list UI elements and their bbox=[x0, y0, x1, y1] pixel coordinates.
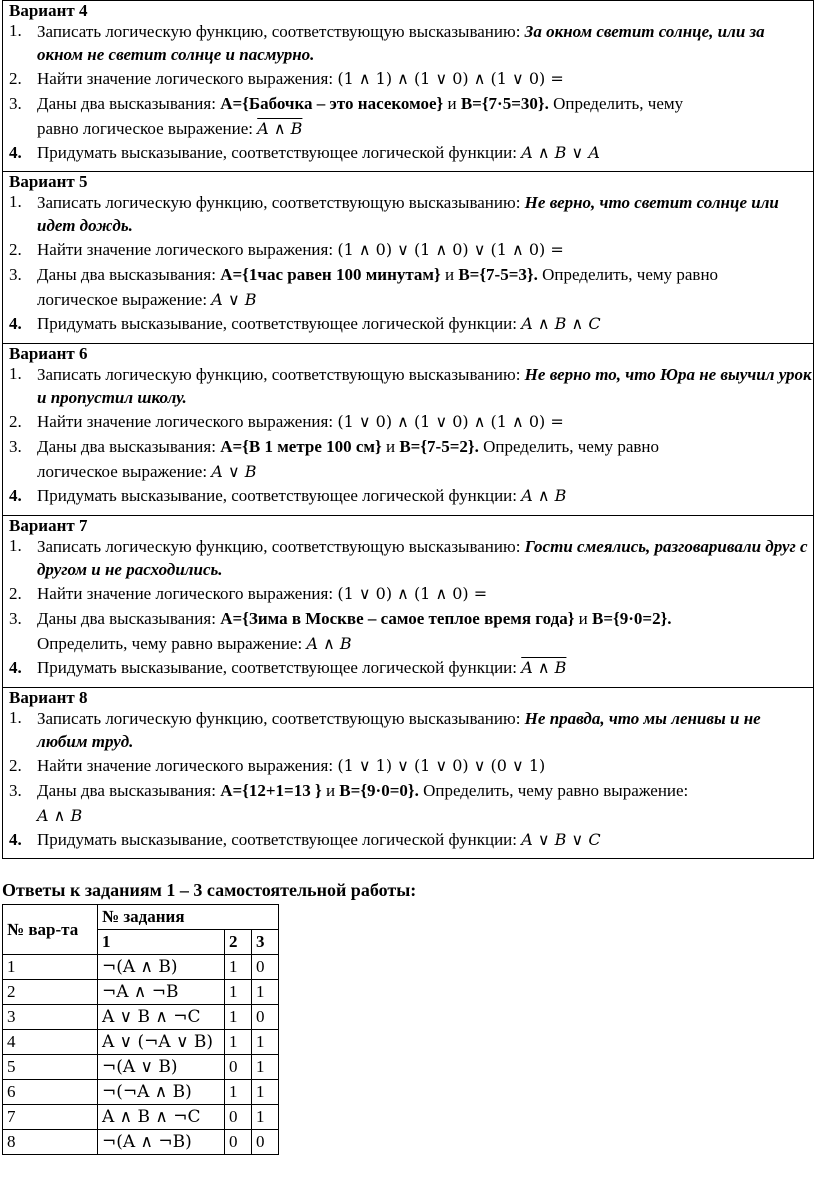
table-row bbox=[3, 1130, 279, 1155]
variant-number: 6 bbox=[3, 1080, 98, 1105]
variant-number: 5 bbox=[3, 1055, 98, 1080]
task-text-tail: Определить, чему равно bbox=[478, 437, 660, 456]
answer-cell: 0 bbox=[225, 1130, 252, 1155]
task-3 bbox=[9, 434, 813, 460]
statement-b: B={9·0=2}. bbox=[592, 609, 672, 628]
task-text: Придумать высказывание, соответствующее логической функции: bbox=[37, 143, 522, 162]
task-4 bbox=[9, 656, 813, 680]
expression: A ∧ B bbox=[37, 806, 83, 825]
answer-cell: ¬A ∧ ¬B bbox=[98, 980, 225, 1005]
answer-cell: A ∧ B ∧ ¬C bbox=[98, 1105, 225, 1130]
variants-frame bbox=[2, 0, 814, 859]
statement-b: B={7-5=3}. bbox=[458, 265, 538, 284]
task-text: Даны два высказывания: bbox=[37, 437, 221, 456]
expression: (1 ∧ 0) ∨ (1 ∧ 0) ∨ (1 ∧ 0) = bbox=[337, 240, 564, 259]
task-text: Придумать высказывание, соответствующее логической функции: bbox=[37, 486, 522, 505]
expression: A ∧ B bbox=[521, 486, 567, 505]
answer-cell: 1 bbox=[252, 1030, 279, 1055]
table-row bbox=[3, 955, 279, 980]
answer-cell: 1 bbox=[252, 980, 279, 1005]
task-text: Придумать высказывание, соответствующее логической функции: bbox=[37, 830, 522, 849]
task-2 bbox=[9, 753, 813, 778]
task-number: 2. bbox=[9, 756, 22, 775]
answer-cell: 1 bbox=[252, 1080, 279, 1105]
variant-number: 7 bbox=[3, 1105, 98, 1130]
variant-title: Вариант 4 bbox=[9, 1, 88, 20]
variant-number: 8 bbox=[3, 1130, 98, 1155]
expression: A ∧ B bbox=[521, 658, 567, 677]
task-text: Найти значение логического выражения: bbox=[37, 412, 338, 431]
task-3 bbox=[9, 262, 813, 288]
task-number: 1. bbox=[9, 708, 22, 727]
variant-title: Вариант 8 bbox=[9, 688, 88, 707]
task-3-cont bbox=[9, 632, 813, 656]
task-text: Даны два высказывания: bbox=[37, 609, 221, 628]
task-text: Придумать высказывание, соответствующее логической функции: bbox=[37, 658, 522, 677]
answer-cell: A ∨ (¬A ∨ B) bbox=[98, 1030, 225, 1055]
task-1 bbox=[9, 535, 813, 581]
col-variant: № вар-та bbox=[3, 905, 98, 955]
task-number: 1. bbox=[9, 536, 22, 555]
variant-5 bbox=[2, 172, 814, 344]
task-number: 1. bbox=[9, 364, 22, 383]
variant-number: 4 bbox=[3, 1030, 98, 1055]
task-3 bbox=[9, 606, 813, 632]
answer-cell: 0 bbox=[252, 1130, 279, 1155]
task-number: 2. bbox=[9, 584, 22, 603]
answer-cell: 1 bbox=[252, 1055, 279, 1080]
task-number: 1. bbox=[9, 192, 22, 211]
statement: За окном светит солнце, или за окном не светит солнце и пасмурно. bbox=[37, 22, 765, 64]
task-number: 4. bbox=[9, 486, 22, 505]
task-1 bbox=[9, 191, 813, 237]
task-4 bbox=[9, 312, 813, 336]
conj: и bbox=[574, 609, 592, 628]
answer-cell: 0 bbox=[225, 1105, 252, 1130]
task-text: Найти значение логического выражения: bbox=[37, 584, 338, 603]
table-row bbox=[3, 1080, 279, 1105]
statement-b: B={7·5=30}. bbox=[460, 94, 549, 113]
expression: A ∧ B ∧ C bbox=[521, 314, 601, 333]
answers-title: Ответы к заданиям 1 – 3 самостоятельной работы: bbox=[2, 880, 417, 900]
answer-cell: 1 bbox=[225, 1030, 252, 1055]
expression: A ∧ B ∨ A bbox=[521, 143, 600, 162]
answer-cell: 0 bbox=[252, 1005, 279, 1030]
statement-a: A={Бабочка – это насекомое} bbox=[220, 94, 444, 113]
task-1 bbox=[9, 20, 813, 66]
task-number: 4. bbox=[9, 658, 22, 677]
task-4 bbox=[9, 141, 813, 165]
variant-title: Вариант 6 bbox=[9, 344, 88, 363]
statement-a: A={Зима в Москве – самое теплое время года} bbox=[220, 609, 575, 628]
task-number: 1. bbox=[9, 21, 22, 40]
answer-cell: 1 bbox=[252, 1105, 279, 1130]
variant-4 bbox=[2, 0, 814, 172]
variant-7 bbox=[2, 516, 814, 688]
table-row bbox=[3, 980, 279, 1005]
task-text: Записать логическую функцию, соответствующую высказыванию: bbox=[37, 365, 525, 384]
answer-cell: 0 bbox=[252, 955, 279, 980]
table-row bbox=[3, 1055, 279, 1080]
expression: (1 ∨ 1) ∨ (1 ∨ 0) ∨ (0 ∨ 1) bbox=[337, 756, 546, 775]
variant-title: Вариант 7 bbox=[9, 516, 88, 535]
expression: A ∧ B bbox=[306, 634, 352, 653]
task-text: Записать логическую функцию, соответствующую высказыванию: bbox=[37, 709, 525, 728]
expression: A ∨ B bbox=[211, 462, 257, 481]
table-header-row bbox=[3, 905, 279, 930]
task-number: 3. bbox=[9, 265, 22, 284]
answer-cell: 1 bbox=[225, 955, 252, 980]
statement: Не верно то, что Юра не выучил урок и пропустил школу. bbox=[37, 365, 812, 407]
task-number: 2. bbox=[9, 412, 22, 431]
task-text: Записать логическую функцию, соответствующую высказыванию: bbox=[37, 22, 525, 41]
statement-a: A={1час равен 100 минутам} bbox=[220, 265, 441, 284]
conj: и bbox=[443, 94, 461, 113]
answer-cell: 1 bbox=[225, 980, 252, 1005]
task-text: Определить, чему равно выражение: bbox=[37, 634, 307, 653]
task-text: логическое выражение: bbox=[37, 290, 212, 309]
answer-cell: 1 bbox=[225, 1080, 252, 1105]
col-task-1: 1 bbox=[98, 930, 225, 955]
task-text: Придумать высказывание, соответствующее логической функции: bbox=[37, 314, 522, 333]
expression: (1 ∨ 0) ∧ (1 ∧ 0) = bbox=[337, 584, 488, 603]
expression: A ∧ B bbox=[257, 119, 303, 138]
conj: и bbox=[381, 437, 400, 456]
conj: и bbox=[440, 265, 459, 284]
task-3-cont bbox=[9, 288, 813, 312]
expression: (1 ∨ 0) ∧ (1 ∨ 0) ∧ (1 ∧ 0) = bbox=[337, 412, 564, 431]
task-number: 2. bbox=[9, 69, 22, 88]
task-number: 2. bbox=[9, 240, 22, 259]
answer-cell: 1 bbox=[225, 1005, 252, 1030]
variant-number: 1 bbox=[3, 955, 98, 980]
task-text-tail: Определить, чему равно выражение: bbox=[418, 781, 689, 800]
task-4 bbox=[9, 484, 813, 508]
task-number: 4. bbox=[9, 143, 22, 162]
task-number: 3. bbox=[9, 94, 22, 113]
col-task-2: 2 bbox=[225, 930, 252, 955]
task-text-tail: Определить, чему равно bbox=[537, 265, 719, 284]
task-text: равно логическое выражение: bbox=[37, 119, 258, 138]
task-text: Записать логическую функцию, соответствующую высказыванию: bbox=[37, 193, 525, 212]
task-text: Записать логическую функцию, соответствующую высказыванию: bbox=[37, 537, 525, 556]
variant-number: 3 bbox=[3, 1005, 98, 1030]
answer-cell: ¬(¬A ∧ B) bbox=[98, 1080, 225, 1105]
task-number: 3. bbox=[9, 437, 22, 456]
task-text: Даны два высказывания: bbox=[37, 781, 221, 800]
variant-6 bbox=[2, 344, 814, 516]
table-row bbox=[3, 1005, 279, 1030]
answer-cell: ¬(A ∧ ¬B) bbox=[98, 1130, 225, 1155]
answers-table bbox=[2, 904, 279, 1155]
task-text: Найти значение логического выражения: bbox=[37, 69, 338, 88]
statement: Не верно, что светит солнце или идет дождь. bbox=[37, 193, 779, 235]
table-row bbox=[3, 1030, 279, 1055]
expression: A ∨ B bbox=[211, 290, 257, 309]
conj: и bbox=[321, 781, 340, 800]
task-text: Найти значение логического выражения: bbox=[37, 240, 338, 259]
expression: A ∨ B ∨ C bbox=[521, 830, 601, 849]
task-text-tail: Определить, чему bbox=[548, 94, 684, 113]
task-2 bbox=[9, 237, 813, 262]
answer-cell: 0 bbox=[225, 1055, 252, 1080]
table-row bbox=[3, 1105, 279, 1130]
task-3 bbox=[9, 91, 813, 117]
statement-b: B={7-5=2}. bbox=[399, 437, 479, 456]
task-2 bbox=[9, 409, 813, 434]
task-4 bbox=[9, 828, 813, 852]
statement-b: B={9·0=0}. bbox=[339, 781, 419, 800]
variant-8 bbox=[2, 688, 814, 859]
variant-number: 2 bbox=[3, 980, 98, 1005]
answer-cell: A ∨ B ∧ ¬C bbox=[98, 1005, 225, 1030]
answer-cell: ¬(A ∨ B) bbox=[98, 1055, 225, 1080]
task-1 bbox=[9, 363, 813, 409]
task-3-cont bbox=[9, 117, 813, 141]
statement-a: A={12+1=13 } bbox=[220, 781, 322, 800]
task-number: 4. bbox=[9, 830, 22, 849]
task-text: логическое выражение: bbox=[37, 462, 212, 481]
task-text: Даны два высказывания: bbox=[37, 265, 221, 284]
task-text: Найти значение логического выражения: bbox=[37, 756, 338, 775]
task-3 bbox=[9, 778, 813, 804]
statement-a: A={В 1 метре 100 см} bbox=[220, 437, 382, 456]
expression: (1 ∧ 1) ∧ (1 ∨ 0) ∧ (1 ∨ 0) = bbox=[337, 69, 564, 88]
task-3-cont bbox=[9, 804, 813, 828]
variant-title: Вариант 5 bbox=[9, 172, 88, 191]
answer-cell: ¬(A ∧ B) bbox=[98, 955, 225, 980]
col-task-3: 3 bbox=[252, 930, 279, 955]
task-number: 3. bbox=[9, 609, 22, 628]
task-2 bbox=[9, 581, 813, 606]
task-number: 3. bbox=[9, 781, 22, 800]
task-number: 4. bbox=[9, 314, 22, 333]
task-text: Даны два высказывания: bbox=[37, 94, 221, 113]
task-2 bbox=[9, 66, 813, 91]
task-1 bbox=[9, 707, 813, 753]
statement: Гости смеялись, разговаривали друг с другом и не расходились. bbox=[37, 537, 808, 579]
col-task: № задания bbox=[98, 905, 279, 930]
statement: Не правда, что мы ленивы и не любим труд. bbox=[37, 709, 761, 751]
task-3-cont bbox=[9, 460, 813, 484]
